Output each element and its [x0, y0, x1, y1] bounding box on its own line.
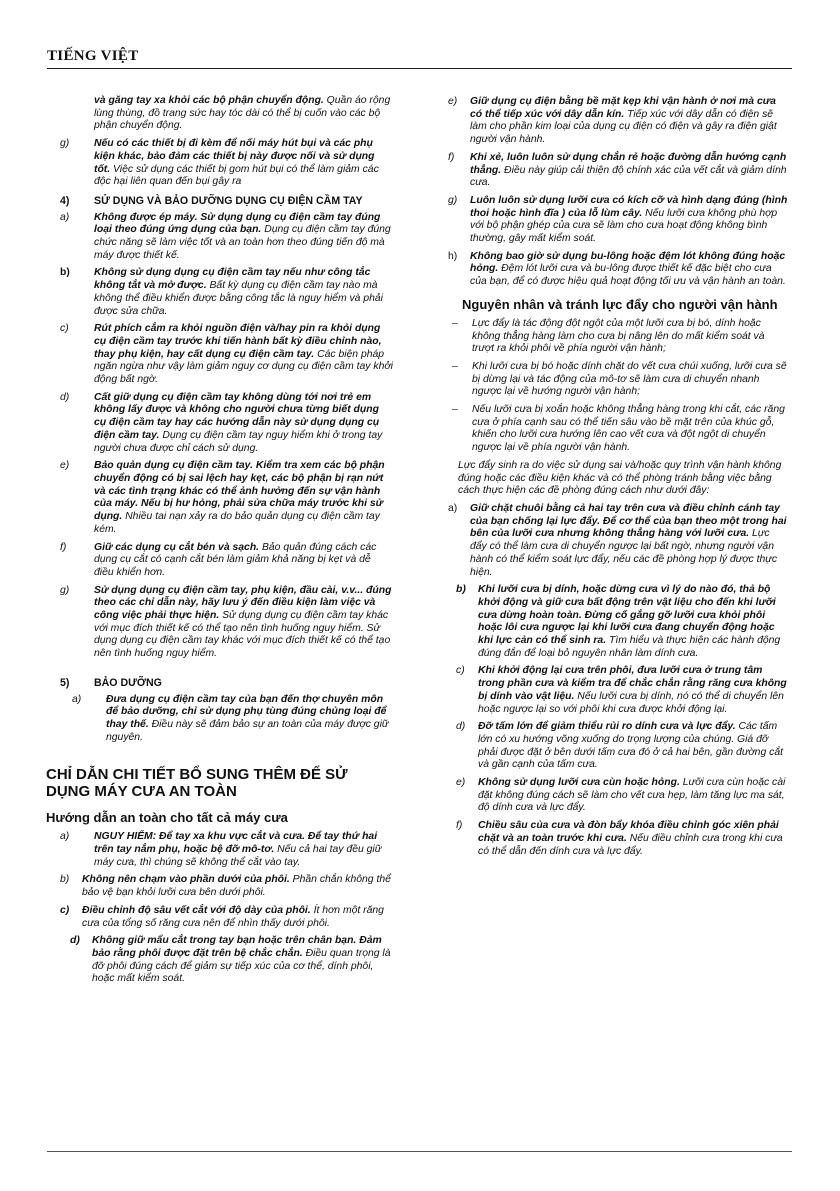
item-saw-c: c) Điều chỉnh độ sâu vết cắt với độ dày của phôi. Ít hơn một răng cưa của tổng số răng cưa nên để nhìn thấy dưới phôi. [60, 904, 384, 929]
item-4g: g) Sử dụng dụng cụ điện cầm tay, phụ kiện, đầu cài, v.v... đúng theo các chỉ dẫn này, hãy lưu ý đến điều kiện làm việc và công việc phải thực hiện. Sử dụng dụng cụ điện cầm tay khác với mục đích thiết kế có thể tạo nên tình huống nguy hiểm. Sử dụng dụng cụ điện cầm tay khác với mục đích thiết kế có thể tạo nên tình huống nguy hiểm. [60, 584, 392, 660]
item-4f: f) Giữ các dụng cụ cắt bén và sạch. Bảo quản đúng cách các dụng cụ cắt có cạnh cắt bén làm giảm khả năng bị kẹt và dễ điều khiển hơn. [60, 541, 377, 578]
kickback-bullet: – Khi lưỡi cưa bị bó hoặc dính chặt do vết cưa chúi xuống, lưỡi cưa sẽ bị dừng lại và tác động của mô-tơ sẽ làm cưa di chuyển nhanh ngược lại về hướng người vận hành; [452, 360, 787, 398]
item-kick-a: a) Giữ chặt chuôi bằng cả hai tay trên cưa và điều chỉnh cánh tay của bạn chống lại lực đẩy. Để cơ thể của bạn theo một trong hai bên của lưỡi cưa nhưng không thẳng hàng với lưỡi cưa. Lực đẩy có thể làm cưa di chuyển ngược lại bất ngờ, nhưng người vận hành có thể kiểm soát lực đẩy, nếu các đề phòng hợp lý được thực hiện. [448, 502, 787, 578]
page-header-language: TIẾNG VIỆT [47, 48, 139, 64]
item-4a: a) Không được ép máy. Sử dụng dụng cụ điện cầm tay đúng loại theo đúng ứng dụng của bạn. Dụng cụ điện cầm tay đúng chức năng sẽ làm việc tốt và an toàn hơn theo đúng tiến độ mà máy được thiết kế. [60, 211, 391, 261]
item-saw-f: f) Khi xẻ, luôn luôn sử dụng chắn rẻ hoặc đường dẫn hướng cạnh thẳng. Điều này giúp cải thiện độ chính xác của vết cắt và giảm dính cưa. [448, 151, 787, 189]
item-4e: e) Bảo quản dụng cụ điện cầm tay. Kiểm tra xem các bộ phận chuyển động có bị sai lệch hay kẹt, các bộ phận bị rạn nứt và các tình trạng khác có thể ảnh hưởng đến sự vận hành của máy. Nếu bị hư hỏng, phải sửa chữa máy trước khi sử dụng. Nhiều tai nạn xảy ra do bảo quản dụng cụ điện cầm tay kém. [60, 460, 385, 535]
item-saw-g: g) Luôn luôn sử dụng lưỡi cưa có kích cỡ và hình dạng đúng (hình thoi hoặc hình đĩa ) của lỗ lùm cây. Nếu lưỡi cưa không phù hợp với bộ phận ghép của cưa sẽ làm cho cưa hoạt động không bình thường, gây mất kiểm soát. [448, 194, 788, 245]
item-5a: a) Đưa dụng cụ điện cầm tay của bạn đến thợ chuyên môn để bảo dưỡng, chỉ sử dụng phụ tùng đúng chủng loại để thay thế. Điều này sẽ đảm bảo sự an toàn của máy được giữ nguyên. [72, 693, 389, 743]
item-4d: d) Cất giữ dụng cụ điện cầm tay không dùng tới nơi trẻ em không lấy được và không cho người chưa từng biết dụng cụ điện cầm tay hay các hướng dẫn này sử dụng dụng cụ điện cầm tay. Dụng cụ điện cầm tay nguy hiểm khi ở trong tay người chưa được chỉ cách sử dụng. [60, 391, 383, 454]
item-saw-e: e) Giữ dụng cụ điện bằng bề mặt kẹp khi vận hành ở nơi mà cưa có thể tiếp xúc với dây dẫn kín. Tiếp xúc với dây dẫn có điện sẽ làm cho phần kim loại của dụng cụ điện có điện và gây ra điện giật người vận hành. [448, 96, 777, 146]
left-column [46, 95, 393, 991]
item-g-dust: g) Nếu có các thiết bị đi kèm để nối máy hút bụi và các phụ kiện khác, bảo đảm các thiết bị này được nối và sử dụng tốt. Việc sử dụng các thiết bị gom hút bụi có thể làm giảm các độc hại liên quan đến bụi gây ra [60, 138, 379, 188]
item-saw-b: b) Không nên chạm vào phần dưới của phôi. Phần chắn không thể bảo vệ bạn khỏi lưỡi cưa bên dưới phôi. [60, 874, 391, 899]
all-saws-subheading: Hướng dẫn an toàn cho tất cả máy cưa [46, 810, 288, 826]
continuation-text: và găng tay xa khỏi các bộ phận chuyển động. Quần áo rộng lùng thùng, đồ trang sức hay tóc dài có thể bị cuốn vào các bộ phận chuyển động. [94, 95, 391, 132]
kickback-bullet: – Nếu lưỡi cưa bị xoắn hoặc không thẳng hàng trong khi cắt, các răng cưa ở phía cạnh sau có thể tiến sâu vào bề mặt trên của khúc gỗ, khiến cho lưỡi cưa hướng lên cao vết cưa và đột ngột di chuyển ngược lại về phía người vận hành. [452, 404, 785, 454]
item-kick-e: e) Không sử dụng lưỡi cưa cùn hoặc hỏng. Lưỡi cưa cùn hoặc cài đặt không đúng cách sẽ làm cho vết cưa hẹp, làm tăng lực ma sát, độ dính cưa và lực đẩy. [456, 777, 786, 814]
right-column [448, 96, 788, 863]
item-kick-d: d) Đỡ tấm lớn để giảm thiểu rủi ro dính cưa và lực đẩy. Các tấm lớn có xu hướng võng xuống do trọng lượng của chúng. Giá đỡ phải được đặt ở bên dưới tấm cưa đó ở cả hai bên, gần đường cắt và gần cạnh của tấm cưa. [456, 721, 783, 771]
item-kick-c: c) Khi khởi động lại cưa trên phôi, đưa lưỡi cưa ở trung tâm trong phần cưa và kiểm tra để chắc chắn rằng răng cưa không bị dính vào vật liệu. Nếu lưỡi cưa bị dính, nó có thể di chuyển lên hoặc ngược lại so với phôi khi cưa được khởi động lại. [456, 665, 787, 715]
item-4b: b) Không sử dụng dụng cụ điện cầm tay nếu như công tắc không tắt và mở được. Bất kỳ dụng cụ điện cầm tay nào mà không thể điều khiển được bằng công tắc là nguy hiểm và phải được sửa chữa. [60, 267, 383, 317]
item-saw-h: h) Không bao giờ sử dụng bu-lông hoặc đệm lót không đúng hoặc hỏng. Đệm lót lưỡi cưa và bu-lông được thiết kế đặc biệt cho cưa của bạn, để có được hiệu quả hoạt động tối ưu và vận hành an toàn. [448, 250, 786, 288]
item-4c: c) Rút phích cắm ra khỏi nguồn điện và/hay pin ra khỏi dụng cụ điện cầm tay trước khi tiến hành bất kỳ điều chỉnh nào, thay phụ kiện, hay cất dụng cụ điện cầm tay. Các biện pháp ngăn ngừa như vậy làm giảm nguy cơ dụng cụ điện cầm tay khởi động bất ngờ. [60, 323, 393, 386]
footer-rule [47, 1151, 792, 1152]
kickback-bullet: – Lực đẩy là tác động đột ngột của một lưỡi cưa bị bó, dính hoặc không thẳng hàng làm cho cưa bị nâng lên do mất kiểm soát và trượt ra khỏi phôi về phía người vận hành; [452, 317, 765, 355]
kickback-heading: Nguyên nhân và tránh lực đẩy cho người vận hành [462, 296, 778, 312]
saw-safety-heading: CHỈ DẪN CHI TIẾT BỔ SUNG THÊM ĐỂ SỬ DỤNG MÁY CƯA AN TOÀN [46, 766, 348, 801]
item-saw-d: d) Không giữ mẩu cắt trong tay bạn hoặc trên chân bạn. Đảm bảo rằng phôi được đặt trên bệ chắc chắn. Điều quan trọng là đỡ phôi đúng cách để giảm sự tiếp xúc của cơ thể, dính phôi, hoặc mất kiểm soát. [70, 935, 391, 985]
item-kick-b: b) Khi lưỡi cưa bị dính, hoặc dừng cưa vì lý do nào đó, thả bộ khởi động và giữ cưa bất động trên vật liệu cho đến khi lưỡi cưa dừng hoàn toàn. Đừng cố gắng gỡ lưỡi cưa khỏi phôi hoặc lôi cưa ngược lại khi lưỡi cưa đang chuyển động hoặc khi lực cản có thể sinh ra. Tìm hiểu và thực hiện các hành động đúng đắn để loại bỏ nguyên nhân làm dính cưa. [456, 584, 781, 659]
header-rule [47, 68, 792, 69]
item-kick-f: f) Chiều sâu của cưa và đòn bẩy khóa điều chỉnh góc xiên phải chặt và an toàn trước khi cưa. Nếu điều chỉnh cưa trong khi cưa có thể dẫn đến dính cưa và lực đẩy. [456, 820, 783, 857]
kickback-intro-paragraph: Lực đẩy sinh ra do việc sử dụng sai và/hoặc quy trình vận hành không đúng hoặc các điều kiện khác và có thể phòng tránh bằng việc bằng cách thực hiện các đề phòng đúng cách như dưới đây: [458, 459, 782, 497]
section-5-heading: 5) BẢO DƯỠNG [60, 676, 162, 689]
item-saw-a: a) NGUY HIỂM: Để tay xa khu vực cắt và cưa. Để tay thứ hai trên tay nắm phụ, hoặc bệ đỡ mô-tơ. Nếu cả hai tay đều giữ máy cưa, thì chúng sẽ không thể cắt vào tay. [60, 831, 382, 868]
section-4-heading: 4) SỬ DỤNG VÀ BẢO DƯỠNG DỤNG CỤ ĐIỆN CẦM TAY [60, 194, 363, 207]
